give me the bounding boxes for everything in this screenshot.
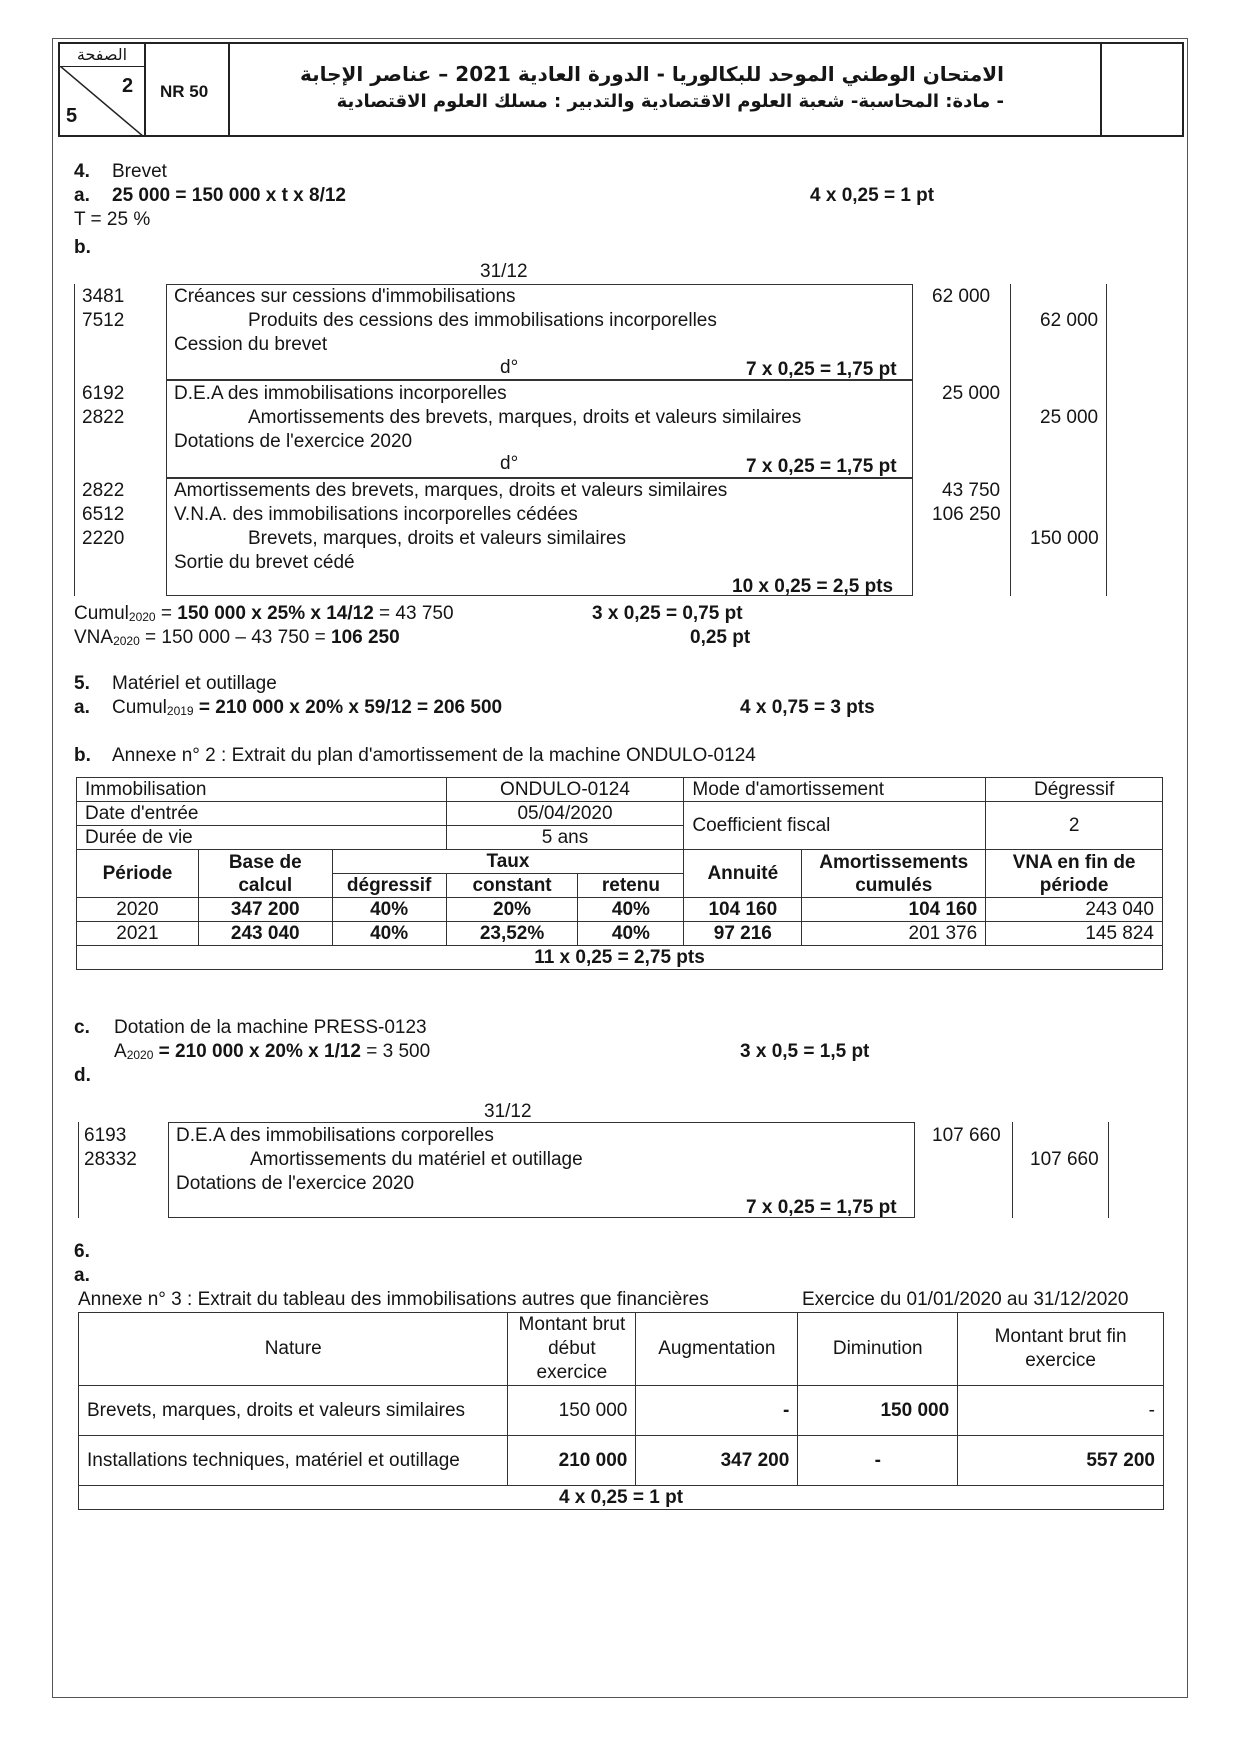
cell-diminution: - <box>798 1436 958 1486</box>
q4a-letter: a. <box>74 185 90 206</box>
cell-base: 243 040 <box>198 922 332 946</box>
page-total: 5 <box>66 105 78 127</box>
entry-credit: 150 000 <box>1030 528 1099 549</box>
journal-right-border <box>1012 1122 1013 1218</box>
immobilisation-label: Immobilisation <box>77 778 447 802</box>
header-degressif: dégressif <box>332 874 446 898</box>
entry-separator: d° <box>500 453 519 474</box>
journal-right-border <box>1010 284 1011 596</box>
entry-description: Sortie du brevet cédé <box>174 552 355 573</box>
cumul-points: 3 x 0,25 = 0,75 pt <box>592 603 743 624</box>
header-taux: Taux <box>332 850 684 874</box>
cell-cumul: 201 376 <box>802 922 986 946</box>
table-row <box>79 1436 1164 1486</box>
entry-label: Créances sur cessions d'immobilisations <box>174 286 516 307</box>
q5c-points: 3 x 0,5 = 1,5 pt <box>740 1041 870 1062</box>
header-fin: Montant brut fin exercice <box>958 1313 1164 1386</box>
journal-right-edge <box>1108 1122 1109 1218</box>
table-points: 11 x 0,25 = 2,75 pts <box>77 946 1163 970</box>
entry-label: D.E.A des immobilisations incorporelles <box>174 383 507 404</box>
page-label: الصفحة <box>60 44 144 67</box>
entry-label: Brevets, marques, droits et valeurs similaires <box>248 528 627 549</box>
q4a-result: T = 25 % <box>74 209 151 230</box>
date-label: Date d'entrée <box>77 802 447 826</box>
header-debut: Montant brut début exercice <box>508 1313 636 1386</box>
annex3-title: Annexe n° 3 : Extrait du tableau des immobilisations autres que financières <box>78 1289 709 1310</box>
cell-retenu: 40% <box>578 922 684 946</box>
q5b-letter: b. <box>74 745 91 766</box>
entry-account: 6512 <box>82 504 125 525</box>
cell-vna: 145 824 <box>986 922 1163 946</box>
q5c-line: $A_{2020} = 210$ 000 x 20% x 1/12 = 3 500 <box>114 1041 431 1062</box>
exam-header <box>58 42 1184 137</box>
entry-debit: 106 250 <box>932 504 1001 525</box>
journal-left-border <box>78 1122 79 1218</box>
cell-constant: 23,52% <box>446 922 578 946</box>
page-number-box <box>60 44 146 135</box>
title-box <box>230 44 1102 135</box>
cell-base: 347 200 <box>198 898 332 922</box>
entry-account: 6193 <box>84 1125 127 1146</box>
annex3-exercice: Exercice du 01/01/2020 au 31/12/2020 <box>802 1289 1129 1310</box>
q5c-letter: c. <box>74 1017 90 1038</box>
entry-points: 10 x 0,25 = 2,5 pts <box>732 576 894 597</box>
entry-label: Amortissements du matériel et outillage <box>250 1149 583 1170</box>
cell-nature: Brevets, marques, droits et valeurs similaires <box>79 1386 508 1436</box>
entry-account: 2822 <box>82 407 125 428</box>
q5-title: Matériel et outillage <box>112 673 277 694</box>
table-row <box>77 922 1163 946</box>
entry-account: 3481 <box>82 286 125 307</box>
journal-date: 31/12 <box>484 1101 532 1122</box>
cell-debut: 150 000 <box>508 1386 636 1436</box>
table-row <box>77 898 1163 922</box>
header-constant: constant <box>446 874 578 898</box>
entry-label: Produits des cessions des immobilisations incorporelles <box>248 310 717 331</box>
header-augmentation: Augmentation <box>636 1313 798 1386</box>
coef-label: Coefficient fiscal <box>684 802 986 850</box>
q4b-letter: b. <box>74 237 91 258</box>
cell-debut: 210 000 <box>508 1436 636 1486</box>
immobilisation-value: ONDULO-0124 <box>446 778 684 802</box>
code-box <box>146 44 230 135</box>
entry-credit: 107 660 <box>1030 1149 1099 1170</box>
mode-value: Dégressif <box>986 778 1163 802</box>
entry-label: Amortissements des brevets, marques, droits et valeurs similaires <box>174 480 728 501</box>
entry-label: D.E.A des immobilisations corporelles <box>176 1125 494 1146</box>
vna-line: $VNA_{2020} = 150$ 000 – 43 750 = 106 250 <box>74 627 400 648</box>
table-row <box>79 1386 1164 1436</box>
q5a-line: Cumul$_{2019}$ = 210 000 x 20% x 59/12 = 206 500 <box>112 697 503 718</box>
header-retenu: retenu <box>578 874 684 898</box>
vna-points: 0,25 pt <box>690 627 751 648</box>
duree-label: Durée de vie <box>77 826 447 850</box>
table-points: 4 x 0,25 = 1 pt <box>79 1486 1164 1510</box>
entry-account: 28332 <box>84 1149 137 1170</box>
journal-left-border <box>74 284 75 596</box>
entry-account: 7512 <box>82 310 125 331</box>
date-value: 05/04/2020 <box>446 802 684 826</box>
q4-number: 4. <box>74 161 90 182</box>
cell-periode: 2020 <box>77 898 199 922</box>
header-diminution: Diminution <box>798 1313 958 1386</box>
cell-fin: 557 200 <box>958 1436 1164 1486</box>
immobilisations-table <box>78 1312 1164 1510</box>
entry-account: 6192 <box>82 383 125 404</box>
entry-label: V.N.A. des immobilisations incorporelles cédées <box>174 504 578 525</box>
q4-title: Brevet <box>112 161 167 182</box>
entry-credit: 25 000 <box>1040 407 1099 428</box>
q6a-letter: a. <box>74 1265 90 1286</box>
q6-number: 6. <box>74 1241 90 1262</box>
cell-diminution: 150 000 <box>798 1386 958 1436</box>
entry-account: 2220 <box>82 528 125 549</box>
entry-credit: 62 000 <box>1040 310 1099 331</box>
cell-augmentation: 347 200 <box>636 1436 798 1486</box>
q5c-title: Dotation de la machine PRESS-0123 <box>114 1017 427 1038</box>
header-title-line2: - مادة: المحاسبة- شعبة العلوم الاقتصادية والتدبير : مسلك العلوم الاقتصادية <box>336 91 1004 112</box>
entry-account: 2822 <box>82 480 125 501</box>
cell-augmentation: - <box>636 1386 798 1436</box>
header-periode: Période <box>77 850 199 898</box>
cell-degressif: 40% <box>332 898 446 922</box>
entry-description: Cession du brevet <box>174 334 328 355</box>
entry-description: Dotations de l'exercice 2020 <box>174 431 413 452</box>
cell-retenu: 40% <box>578 898 684 922</box>
page-current: 2 <box>122 75 134 97</box>
q4a-points: 4 x 0,25 = 1 pt <box>810 185 935 206</box>
q4a-formula: 25 000 = 150 000 x t x 8/12 <box>112 185 347 206</box>
entry-points: 7 x 0,25 = 1,75 pt <box>746 359 897 380</box>
mode-label: Mode d'amortissement <box>684 778 986 802</box>
exam-code: NR 50 <box>160 82 209 101</box>
cumul-line: Cumul$_{2020}$ = 150 000 x 25% x 14/12 = 43 750 <box>74 603 454 624</box>
q5b-title: Annexe n° 2 : Extrait du plan d'amortissement de la machine ONDULO-0124 <box>112 745 756 766</box>
cell-constant: 20% <box>446 898 578 922</box>
cell-annuite: 97 216 <box>684 922 802 946</box>
cell-cumul: 104 160 <box>802 898 986 922</box>
cell-degressif: 40% <box>332 922 446 946</box>
cell-periode: 2021 <box>77 922 199 946</box>
cell-nature: Installations techniques, matériel et outillage <box>79 1436 508 1486</box>
entry-points: 7 x 0,25 = 1,75 pt <box>746 456 897 477</box>
header-base: Base de calcul <box>198 850 332 898</box>
journal-right-edge <box>1106 284 1107 596</box>
journal-date: 31/12 <box>480 261 528 282</box>
cell-annuite: 104 160 <box>684 898 802 922</box>
header-annuite: Annuité <box>684 850 802 898</box>
coef-value: 2 <box>986 802 1163 850</box>
q5a-points: 4 x 0,75 = 3 pts <box>740 697 875 718</box>
cell-fin: - <box>958 1386 1164 1436</box>
header-nature: Nature <box>79 1313 508 1386</box>
header-amortissements: Amortissements cumulés <box>802 850 986 898</box>
entry-debit: 107 660 <box>932 1125 1001 1146</box>
entry-debit: 62 000 <box>932 286 991 307</box>
entry-separator: d° <box>500 357 519 378</box>
duree-value: 5 ans <box>446 826 684 850</box>
amortization-table <box>76 777 1163 970</box>
q5a-letter: a. <box>74 697 90 718</box>
cell-vna: 243 040 <box>986 898 1163 922</box>
header-vna: VNA en fin de période <box>986 850 1163 898</box>
header-title-line1: الامتحان الوطني الموحد للبكالوريا - الدورة العادية 2021 – عناصر الإجابة <box>299 62 1004 86</box>
entry-points: 7 x 0,25 = 1,75 pt <box>746 1197 897 1218</box>
entry-debit: 25 000 <box>942 383 1001 404</box>
entry-debit: 43 750 <box>942 480 1001 501</box>
entry-label: Amortissements des brevets, marques, droits et valeurs similaires <box>248 407 802 428</box>
q5d-letter: d. <box>74 1065 91 1086</box>
entry-description: Dotations de l'exercice 2020 <box>176 1173 415 1194</box>
q5-number: 5. <box>74 673 90 694</box>
